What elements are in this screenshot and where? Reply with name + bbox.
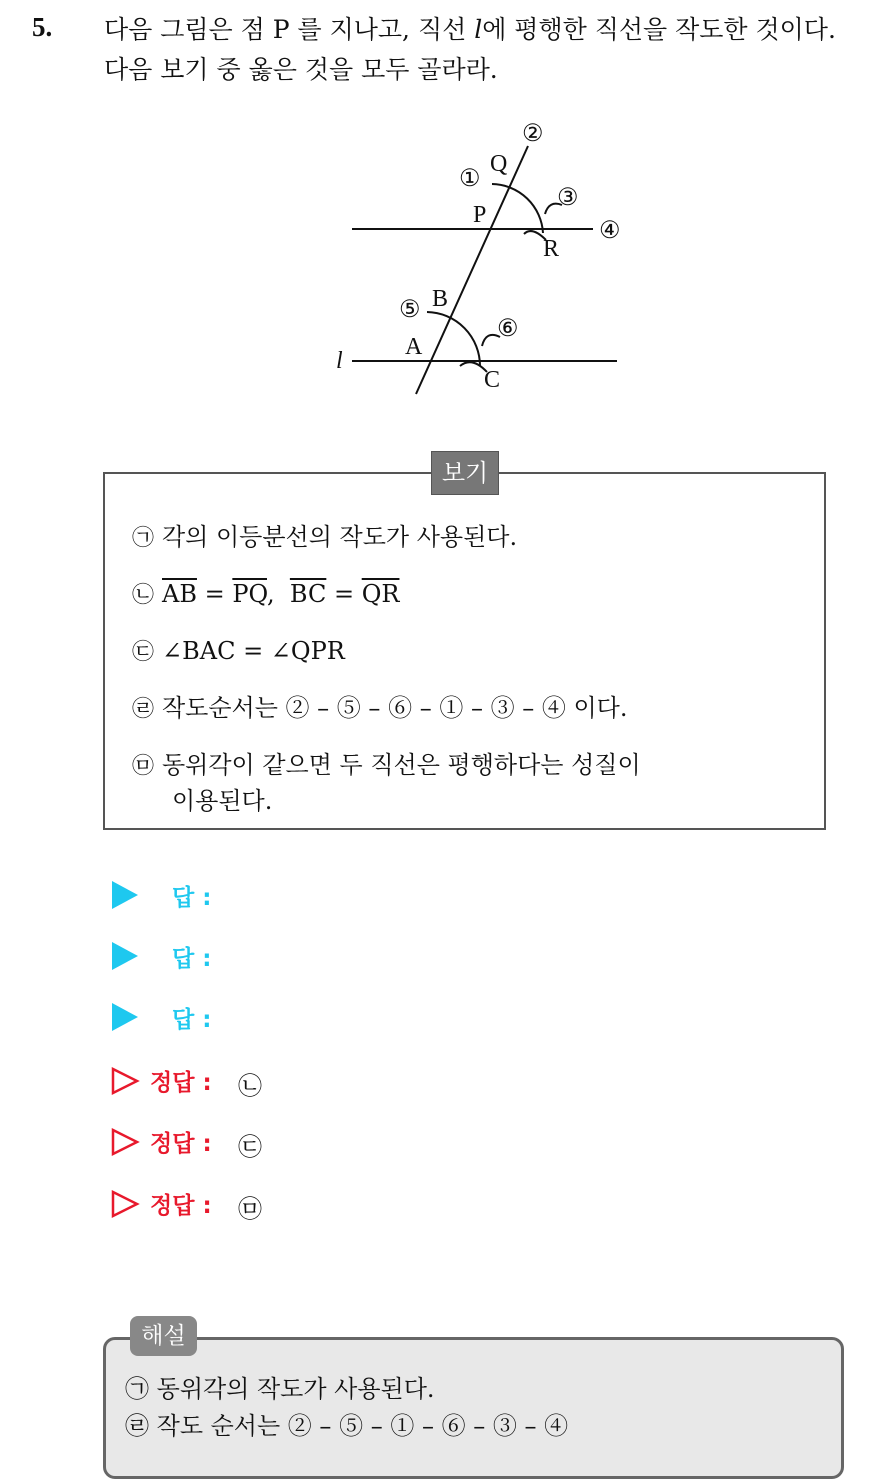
answer-arrow-icon [112, 942, 138, 970]
bogi-item-5-cont: 이용된다. [172, 787, 273, 815]
label-step-3: ③ [557, 185, 579, 211]
answer-arrow-icon [112, 1003, 138, 1031]
label-b: B [432, 286, 449, 312]
explanation-line-2: ㉣ 작도 순서는 ② – ⑤ – ① – ⑥ – ③ – ④ [125, 1412, 569, 1440]
answer-label-2: 답 : [172, 946, 212, 972]
label-r: R [543, 236, 560, 262]
correct-label-2: 정답 : [150, 1131, 212, 1157]
question-text-line2: 다음 보기 중 옳은 것을 모두 골라라. [104, 55, 498, 84]
explanation-title: 해설 [130, 1316, 197, 1356]
question-text-line1: 다음 그림은 점 P 를 지나고, 직선 l에 평행한 직선을 작도한 것이다. [104, 15, 836, 44]
bogi-item-5: ㉤ 동위각이 같으면 두 직선은 평행하다는 성질이 [132, 751, 641, 779]
arc-c-mark [460, 362, 487, 372]
bogi-item-1: ㉠ 각의 이등분선의 작도가 사용된다. [132, 523, 518, 551]
label-c: C [484, 367, 501, 393]
correct-label-1: 정답 : [150, 1070, 212, 1096]
explanation-box [103, 1337, 844, 1479]
correct-value-1: ㉡ [238, 1072, 262, 1100]
correct-arrow-icon [110, 1127, 140, 1157]
correct-arrow-icon [110, 1189, 140, 1219]
label-step-4: ④ [599, 218, 621, 244]
label-step-2: ② [522, 121, 544, 147]
label-step-5: ⑤ [399, 297, 421, 323]
label-step-1: ① [459, 166, 481, 192]
construction-figure [320, 108, 640, 408]
answer-label-1: 답 : [172, 885, 212, 911]
correct-value-2: ㉢ [238, 1133, 262, 1161]
label-q: Q [490, 151, 508, 177]
label-l: l [336, 348, 343, 374]
explanation-line-1: ㉠ 동위각의 작도가 사용된다. [125, 1375, 435, 1403]
label-a: A [405, 334, 423, 360]
question-number: 5. [32, 12, 53, 42]
bogi-item-3: ㉢ ∠BAC = ∠QPR [132, 637, 345, 665]
bogi-item-4: ㉣ 작도순서는 ② – ⑤ – ⑥ – ① – ③ – ④ 이다. [132, 694, 628, 722]
answer-label-3: 답 : [172, 1007, 212, 1033]
bogi-title: 보기 [431, 451, 499, 495]
bogi-item-2: ㉡ $\overline{AB} = \overline{PQ}$, $\overline{BC} = \overline{QR}$ [132, 580, 400, 608]
correct-arrow-icon [110, 1066, 140, 1096]
correct-label-3: 정답 : [150, 1193, 212, 1219]
label-p: P [473, 202, 487, 228]
answer-arrow-icon [112, 881, 138, 909]
label-step-6: ⑥ [497, 316, 519, 342]
correct-value-3: ㉤ [238, 1195, 262, 1223]
arc-bc [427, 312, 480, 366]
